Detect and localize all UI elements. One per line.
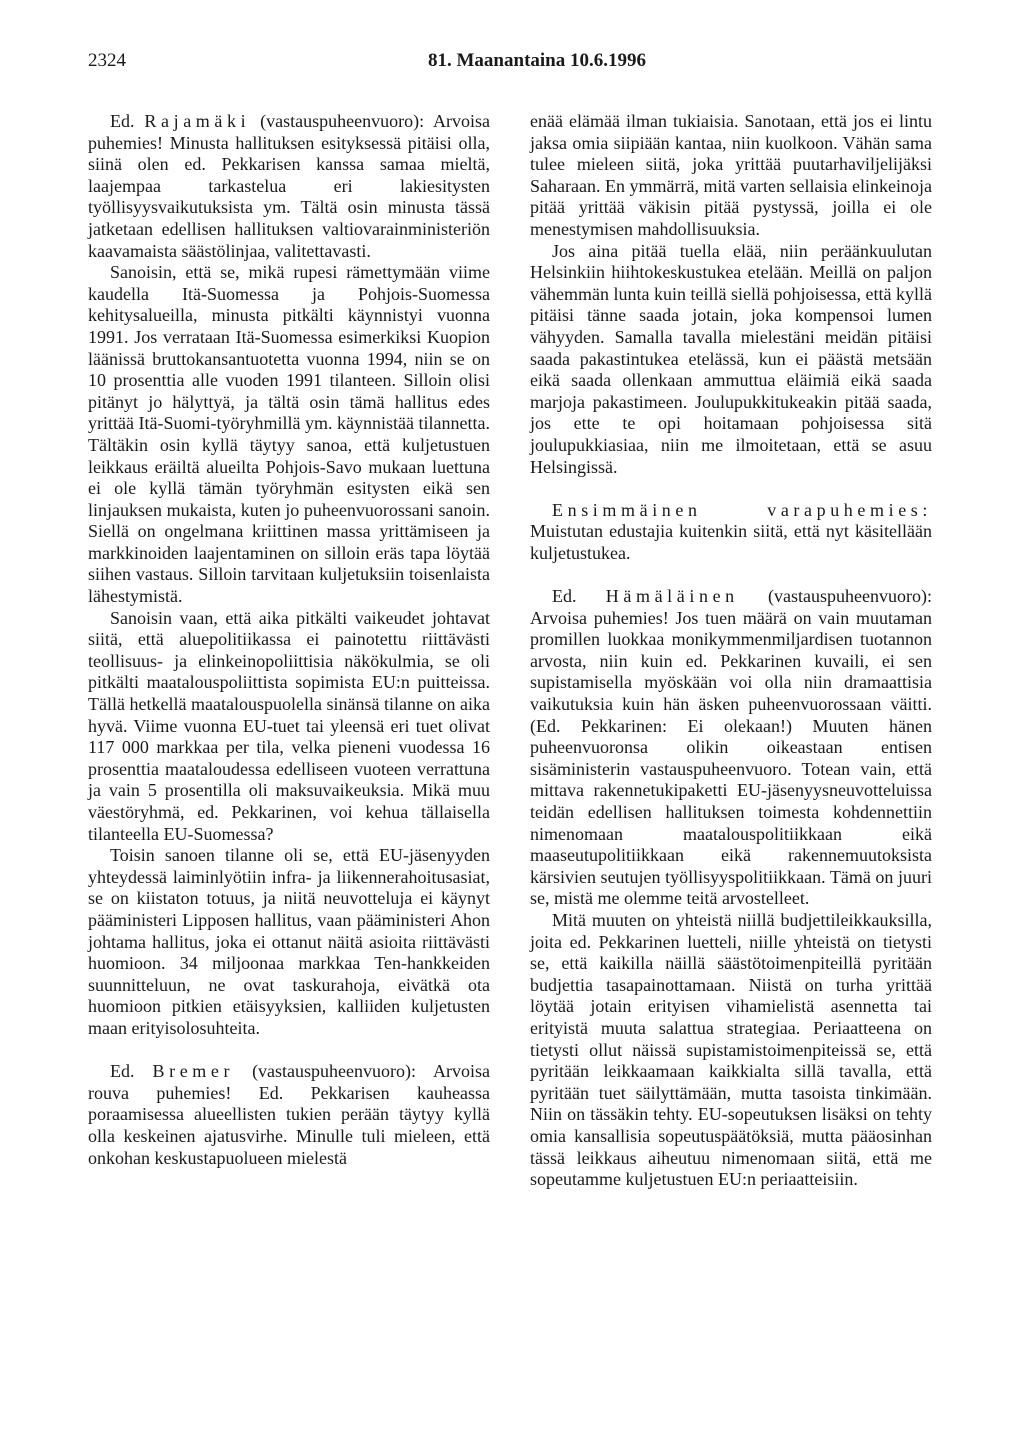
- right-column: [530, 111, 932, 1191]
- paragraph: Jos aina pitää tuella elää, niin peräänkuulutan Helsinkiin hiihtokeskustukea etelään. Meillä on paljon vähemmän lunta kuin teillä siellä pohjoisessa, että kyllä pitäisi tänne saada jotain, joka kompensoi lumen vähyyden. Samalla tavalla mielestäni meidän pitäisi saada pakastintukea etelässä, kun ei päästä metsään eikä saada ollenkaan ammuttua eläimiä eikä saada marjoja pakastimeen. Joulupukkitukeakin pitää saada, jos ette te opi hoitamaan pohjoisessa sitä joulupukkiasiaa, niin me ilmoitetaan, että se asuu Helsingissä.: [530, 240, 932, 477]
- speaker-name: Hämäläinen: [605, 586, 739, 607]
- paragraph: enää elämää ilman tukiaisia. Sanotaan, että jos ei lintu jaksa omia siipiään kantaa, niin kuolkoon. Vähän sama tulee mieleen siitä, joka yrittää puutarhaviljelijäksi Saharaan. En ymmärrä, mitä varten sellaisia elinkeinoja pitää yrittää väkisin pitää pystyssä, joilla ei ole menestymisen mahdollisuuksia.: [530, 111, 932, 239]
- speaker-name: Rajamäki: [144, 111, 251, 131]
- session-title: 81. Maanantaina 10.6.1996: [428, 50, 646, 71]
- speech-text: (vastauspuheenvuoro): Arvoisa puhemies! Jos tuen määrä on vain muutaman promillen luokkaa monikymmenmiljardisen tuotannon arvosta, niin kuin ed. Pekkarinen kuvaili, ei sen supistamisella myöskään voi olla niin dramaattisia vaikutuksia kuin hän äsken puheenvuorossaan väitti. (Ed. Pekkarinen: Ei olekaan!) Muuten hänen puheenvuoronsa olikin oikeastaan entisen sisäministerin vastauspuheenvuoro. Totean vain, että mittava rakennetukipaketti EU-jäsenyysneuvotteluissa teidän edellisen hallituksen toimesta kohdennettiin nimenomaan maatalouspolitiikkaan eikä maaseutupolitiikkaan eikä rakennemuutoksista kärsivien seutujen työllisyyspolitiikkaan. Tämä on juuri se, mistä me olemme teitä arvostelleet.: [530, 586, 933, 909]
- paragraph: Sanoisin vaan, että aika pitkälti vaikeudet johtavat siitä, että aluepolitiikassa ei painotettu riittävästi teollisuus- ja elinkeinopoliittisia näkökulmia, se oli pitkälti maatalouspoliittista sopimista EU:n puitteissa. Tällä hetkellä maatalouspuolella sinänsä tilanne on aika hyvä. Viime vuonna EU-tuet tai yleensä eri tuet olivat 117 000 markkaa per tila, velka pieneni vuodessa 16 prosenttia maataloudessa edelliseen vuoteen verrattuna ja vain 5 prosentilla oli maksuvaikeuksia. Mikä muu väestöryhmä, ed. Pekkarinen, voi kehua tällaisella tilanteella EU-Suomessa?: [88, 607, 490, 844]
- page-number: 2324: [88, 50, 126, 71]
- speech-text: Muistutan edustajia kuitenkin siitä, että nyt käsitellään kuljetustukea.: [530, 521, 932, 563]
- speech-text: (vastauspuheenvuoro): Arvoisa puhemies! Minusta hallituksen esityksessä pitäisi olla, siinä olen ed. Pekkarisen kanssa samaa mieltä, laajempaa tarkastelua eri lakiesitysten työllisyysvaikutuksista ym. Tältä osin minusta tässä jatketaan edellisen hallituksen valtiovarainministeriön kaavamaista säästölinjaa, valitettavasti.: [88, 111, 490, 261]
- speaker-name: Bremer: [152, 1061, 235, 1082]
- speaker-prefix: Ed.: [110, 111, 145, 131]
- speaker-prefix: Ed.: [552, 586, 606, 607]
- speech-bremer: [88, 1061, 490, 1169]
- speaker-name: Ensimmäinen varapuhemies:: [552, 499, 932, 520]
- paragraph: Mitä muuten on yhteistä niillä budjettileikkauksilla, joita ed. Pekkarinen luetteli, niille yhteistä on tietysti se, että kaikilla näillä säästötoimenpiteillä pyritään budjettia tasapainottamaan. Niistä on turha yrittää löytää jotain erityisen vihamielistä asennetta tai erityistä muuta salattua strategiaa. Periaatteena on tietysti ollut näissä supistamistoimenpiteissä se, että pyritään leikkaamaan kaikkialta sillä tavalla, että pyritään tuet säilyttämään, mutta tasoista tinkimään. Niin on tässäkin tehty. EU-sopeutuksen lisäksi on tehty omia kansallisia sopeutuspäätöksiä, mutta pääosinhan tässä leikkaus aiheutuu nimenomaan siitä, että me sopeutamme kuljetustuen EU:n periaatteisiin.: [530, 909, 932, 1190]
- page-header: [88, 50, 938, 80]
- paragraph: Sanoisin, että se, mikä rupesi rämettymään viime kaudella Itä-Suomessa ja Pohjois-Suomessa kehitysalueilla, minusta pitkälti käynnistyi vuonna 1991. Jos verrataan Itä-Suomessa esimerkiksi Kuopion läänissä bruttokansantuotetta vuonna 1994, niin se on 10 prosenttia alle vuoden 1991 tilanteen. Silloin olisi pitänyt jo hälyttyä, ja tältä osin tämä hallitus edes yrittää Itä-Suomi-työryhmillä ym. käynnistää tilannetta. Tältäkin osin kyllä täytyy sanoa, että kuljetustuen leikkaus eräiltä alueilta Pohjois-Savo mukaan luettuna ei ole kyllä tämän työryhmän esitysten eikä sen linjauksen mukaista, kuten jo puheenvuorossani sanoin. Siellä on ongelmana kriittinen massa yrittämiseen ja markkinoiden laajentaminen on silloin eräs tapa löytää siihen vastaus. Silloin tarvitaan kuljetuksiin toisenlaista lähestymistä.: [88, 262, 490, 607]
- speech-hamalainen: [530, 586, 932, 910]
- speech-varapuhemies: [530, 500, 932, 565]
- speaker-prefix: Ed.: [110, 1061, 153, 1082]
- left-column: [88, 111, 490, 1169]
- speech-rajamaki: [88, 111, 490, 262]
- paragraph: Toisin sanoen tilanne oli se, että EU-jäsenyyden yhteydessä laiminlyötiin infra- ja liikennerahoitusasiat, se on kiistaton totuus, ja niitä neuvotteluja ei käynyt pääministeri Lipposen hallitus, vaan pääministeri Ahon johtama hallitus, joka ei ottanut näitä asioita riittävästi huomioon. 34 miljoonaa markkaa Ten-hankkeiden suunnitteluun, ne ovat taskurahoja, eivätkä ota huomioon pitkien etäisyyksien, kalliiden kuljetusten maan erityisolosuhteita.: [88, 845, 490, 1038]
- speech-text: (vastauspuheenvuoro): Arvoisa rouva puhemies! Ed. Pekkarisen kauheassa poraamisessa alueellisten tukien perään täytyy kyllä olla keskeinen ajatusvirhe. Minulle tuli mieleen, että onkohan keskustapuolueen mielestä: [88, 1061, 491, 1168]
